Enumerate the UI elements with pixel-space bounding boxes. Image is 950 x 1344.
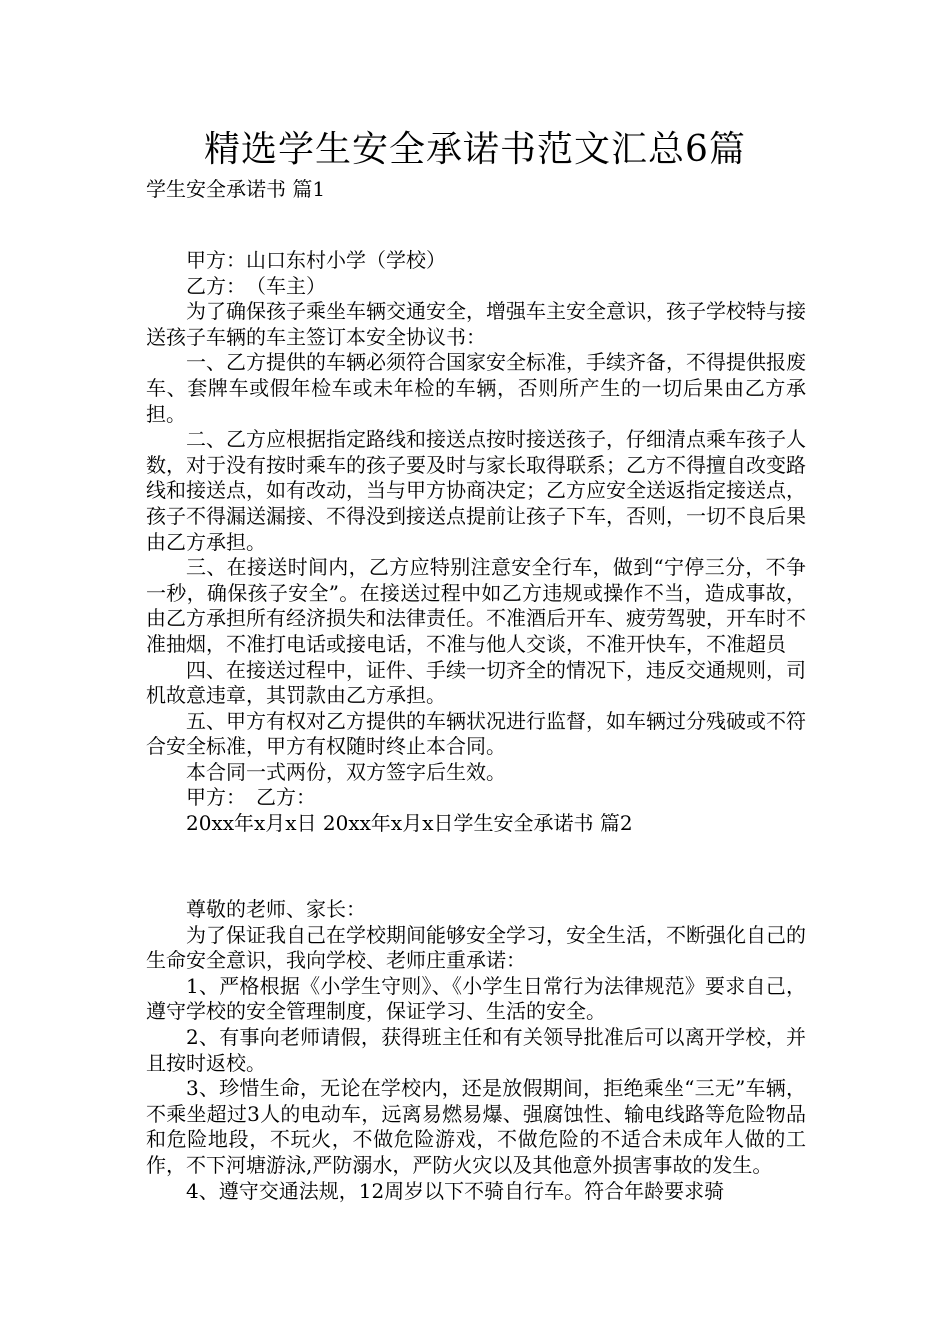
party-a-line: 甲方：山口东村小学（学校）	[186, 248, 446, 272]
salutation: 尊敬的老师、家长：	[186, 897, 366, 921]
pledge-item-3: 3、珍惜生命，无论在学校内，还是放假期间，拒绝乘坐“三无”车辆，不乘坐超过3人的电动车，远离易燃易爆、强腐蚀性、输电线路等危险物品和危险地段，不玩火，不做危险游戏，不做危险的不适合未成年人做的工作，不下河塘游泳,严防溺水，严防火灾以及其他意外损害事故的发生。	[146, 1076, 806, 1177]
pledge-item-1: 1、严格根据《小学生守则》、《小学生日常行为法律规范》要求自己，遵守学校的安全管理制度，保证学习、生活的安全。	[146, 973, 806, 1024]
section-1-heading: 学生安全承诺书 篇1	[146, 177, 326, 201]
document-title: 精选学生安全承诺书范文汇总6篇	[204, 129, 746, 170]
section-2-body	[146, 897, 806, 1204]
pledge-item-4: 4、遵守交通法规，12周岁以下不骑自行车。符合年龄要求骑	[186, 1178, 725, 1203]
section-1-body	[146, 248, 806, 837]
contract-copies-note: 本合同一式两份，双方签字后生效。	[186, 759, 506, 784]
clause-2: 二、乙方应根据指定路线和接送点按时接送孩子，仔细清点乘车孩子人数，对于没有按时乘车的孩子要及时与家长取得联系；乙方不得擅自改变路线和接送点，如有改动，当与甲方协商决定；乙方应安全送返指定接送点，孩子不得漏送漏接、不得没到接送点提前让孩子下车，否则，一切不良后果由乙方承担。	[146, 427, 806, 554]
clause-4: 四、在接送过程中，证件、手续一切齐全的情况下，违反交通规则，司机故意违章，其罚款由乙方承担。	[146, 657, 806, 708]
party-b-line: 乙方： （车主）	[186, 273, 326, 298]
date-line: 20xx年x月x日 20xx年x月x日学生安全承诺书 篇2	[186, 811, 633, 836]
signature-line: 甲方： 乙方：	[186, 785, 316, 810]
clause-3: 三、在接送时间内，乙方应特别注意安全行车，做到“宁停三分，不争一秒，确保孩子安全”。在接送过程中如乙方违规或操作不当，造成事故，由乙方承担所有经济损失和法律责任。不准酒后开车、疲劳驾驶，开车时不准抽烟，不准打电话或接电话，不准与他人交谈，不准开快车，不准超员	[146, 555, 806, 656]
pledge-intro: 为了保证我自己在学校期间能够安全学习，安全生活，不断强化自己的生命安全意识，我向学校、老师庄重承诺：	[146, 922, 806, 973]
pledge-item-2: 2、有事向老师请假，获得班主任和有关领导批准后可以离开学校，并且按时返校。	[146, 1024, 806, 1075]
clause-1: 一、乙方提供的车辆必须符合国家安全标准，手续齐备，不得提供报废车、套牌车或假年检车或未年检的车辆，否则所产生的一切后果由乙方承担。	[146, 350, 806, 426]
clause-5: 五、甲方有权对乙方提供的车辆状况进行监督，如车辆过分残破或不符合安全标准，甲方有权随时终止本合同。	[146, 708, 806, 759]
intro-paragraph: 为了确保孩子乘坐车辆交通安全，增强车主安全意识，孩子学校特与接送孩子车辆的车主签订本安全协议书：	[146, 299, 806, 349]
